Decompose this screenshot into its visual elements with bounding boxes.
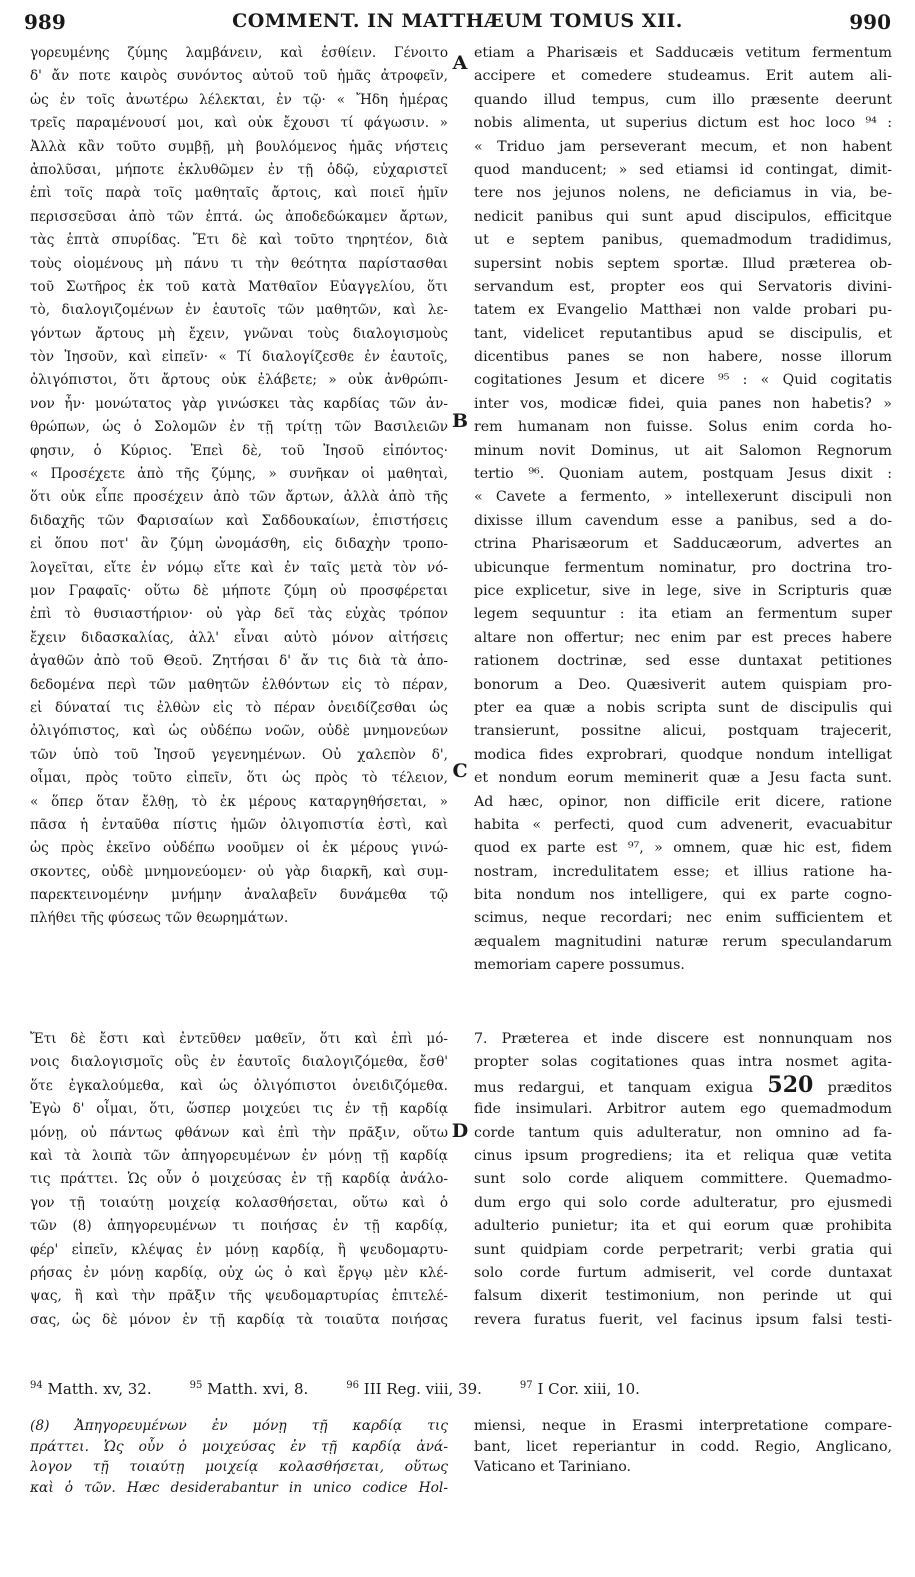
text-fragment: mus redargui, et tanquam exigua bbox=[474, 1079, 768, 1096]
text-line: « Προσέχετε ἀπὸ τῆς ζύμης, » συνῆκαν οἱ μαθηταὶ, bbox=[30, 466, 448, 483]
text-line: fide insimulari. Arbitror autem ego quemadmodum bbox=[474, 1101, 892, 1118]
text-line: nobis alimenta, ut superius dictum est hoc loco ⁹⁴ : bbox=[474, 115, 892, 132]
greek-column-top bbox=[30, 42, 448, 931]
editor-note-right bbox=[474, 1416, 892, 1478]
text-line: τις πράττει. Ὡς οὖν ὁ μοιχεύσας ἐν τῇ καρδίᾳ ἀνάλο- bbox=[30, 1171, 448, 1188]
text-line: sunt quidpiam corde perpetrarit; verbi gratia qui bbox=[474, 1241, 892, 1258]
text-line: διδαχῆς τῶν Φαρισαίων καὶ Σαδδουκαίων, ἐπιστήσεις bbox=[30, 512, 448, 529]
text-line: μον Γραφαῖς· οὕτω δὲ μήποτε ζύμη οὐ προσφέρεται bbox=[30, 582, 448, 599]
text-line: transierunt, possitne alicui, postquam trajecerit, bbox=[474, 723, 892, 740]
text-line: δ' ἄν ποτε καιρὸς συνόντος αὐτοῦ τοῦ ἡμᾶς ἀτροφεῖν, bbox=[30, 68, 448, 85]
text-line: pice explicetur, sive in lege, sive in Scripturis quæ bbox=[474, 582, 892, 599]
text-line: καὶ ὁ τῶν. Hæc desiderabantur in unico codice Hol- bbox=[30, 1479, 448, 1496]
text-line: ctrina Pharisæorum et Sadducæorum, advertes an bbox=[474, 536, 892, 553]
text-line: ὀλιγόπιστοι, ὅτι ἄρτους οὐκ ἐλάβετε; » οὐκ ἀνθρώπι- bbox=[30, 372, 448, 389]
text-line: tatem ex Evangelio Matthæi non valde probari pu- bbox=[474, 302, 892, 319]
text-line: φέρ' εἰπεῖν, κλέψας ἐν μόνῃ καρδίᾳ, ἢ ψευδομαρτυ- bbox=[30, 1241, 448, 1258]
text-line: τοῦ Σωτῆρος ἐκ τοῦ κατὰ Ματθαῖον Εὐαγγελίου, ὅτι bbox=[30, 278, 448, 295]
text-line: πράττει. Ὡς οὖν ὁ μοιχεύσας ἐν τῇ καρδίᾳ ἀνά- bbox=[30, 1438, 448, 1455]
text-line: rationem doctrinæ, sed esse duntaxat petitiones bbox=[474, 653, 892, 670]
text-line: τῶν (8) ἀπηγορευμένων τι ποιήσας ἐν τῇ καρδίᾳ, bbox=[30, 1218, 448, 1235]
text-line: ὅτε ἐγκαλούμεθα, καὶ ὡς ὀλιγόπιστοι ὀνειδιζόμεθα. bbox=[30, 1077, 448, 1094]
text-line: Ἀλλὰ κἂν τοῦτο συμβῇ, μὴ βουλόμενος ἡμᾶς νήστεις bbox=[30, 138, 448, 155]
text-line: Ἔτι δὲ ἔστι καὶ ἐντεῦθεν μαθεῖν, ὅτι καὶ ἐπὶ μό- bbox=[30, 1031, 448, 1047]
text-line: τρεῖς παραμένουσί μοι, καὶ οὐκ ἔχουσι τί φάγωσιν. » bbox=[30, 115, 448, 132]
text-line: ὀλιγόπιστος, καὶ ὡς οὐδέπω νοῶν, οὐδὲ μνημονεύων bbox=[30, 723, 448, 740]
text-line: Vaticano et Tariniano. bbox=[474, 1459, 632, 1475]
text-line: rem humanam non fuisse. Solus enim corda ho- bbox=[474, 419, 892, 436]
footnote bbox=[30, 1380, 152, 1398]
text-line: πᾶσα ἡ ἐνταῦθα πίστις ἡμῶν ὀλιγοπιστία ἐστὶ, καὶ bbox=[30, 816, 448, 833]
text-line: παρεκτεινομένην μνήμην ἀναλαβεῖν δυνάμεθα τῷ bbox=[30, 887, 448, 904]
text-line: περισσεῦσαι ἀπὸ τῶν ἑπτά. ὡς ἀποδεδώκαμεν ἄρτων, bbox=[30, 208, 448, 225]
text-line: εἰ ὅπου ποτ' ἂν ζύμη ὠνομάσθη, εἰς διδαχὴν τροπο- bbox=[30, 536, 448, 553]
text-line: tertio ⁹⁶. Quoniam autem, postquam Jesus dixit : bbox=[474, 466, 892, 483]
page-number-left: 989 bbox=[24, 10, 66, 34]
latin-column-top bbox=[474, 42, 892, 978]
footnote-number: 96 bbox=[346, 1380, 360, 1391]
text-line: legem sequuntur : ita etiam an fermentum super bbox=[474, 606, 892, 623]
text-line: etiam a Pharisæis et Sadducæis vetitum fermentum bbox=[474, 45, 892, 61]
text-line: accipere et comedere studeamus. Erit autem ali- bbox=[474, 68, 892, 85]
text-line: ἔχειν διδασκαλίας, ἀλλ' εἶναι αὐτὸ μόνον αἰτήσεις bbox=[30, 629, 448, 646]
text-line: et nondum eorum meminerit quæ a Jesu facta sunt. bbox=[474, 770, 892, 787]
text-line: σας, ὡς δὲ μόνον ἐν τῇ καρδίᾳ τὰ τοιαῦτα ποιήσας bbox=[30, 1311, 448, 1328]
footnote-text: Matth. xv, 32. bbox=[47, 1380, 152, 1398]
section-marker-b: B bbox=[451, 410, 469, 432]
page-number-right: 990 bbox=[849, 10, 891, 34]
text-line: tere nos jejunos nolens, ne deficiamus in via, be- bbox=[474, 185, 892, 202]
text-line: δεδομένα περὶ τῶν μαθητῶν ἐλθόντων εἰς τὸ πέραν, bbox=[30, 676, 448, 693]
text-line: corde tantum quis adulteratur, non omnino ad fa- bbox=[474, 1124, 892, 1141]
text-line: quod manducent; » sed etiamsi id contingat, dimit- bbox=[474, 161, 892, 178]
text-line: minum novit Dominus, ut ait Salomon Regnorum bbox=[474, 442, 892, 459]
text-line: inter vos, modicæ fidei, quia panes non habetis? » bbox=[474, 395, 892, 412]
text-line: ὡς πρὸς ἐκεῖνο οὐδέπω νοοῦμεν οἱ ἐκ μέρους γινώ- bbox=[30, 840, 448, 857]
text-line: γορευμένης ζύμης λαμβάνειν, καὶ ἐσθίειν. Γένοιτο bbox=[30, 45, 448, 61]
text-line: supersint nobis septem sportæ. Illud præterea ob- bbox=[474, 255, 892, 272]
text-line: bant, licet reperiantur in codd. Regio, Anglicano, bbox=[474, 1438, 892, 1455]
text-line: 7. Præterea et inde discere est nonnunquam nos bbox=[474, 1031, 892, 1047]
running-title: COMMENT. IN MATTHÆUM TOMUS XII. bbox=[232, 10, 683, 32]
text-line: dixisse illum cavendum esse a panibus, sed a do- bbox=[474, 512, 892, 529]
footnote-text: Matth. xvi, 8. bbox=[207, 1380, 309, 1398]
text-line: adulterio punietur; ita et qui eorum quæ prohibita bbox=[474, 1218, 892, 1235]
text-line: λογεῖται, εἴτε ἐν νόμῳ εἴτε καὶ ἐν ταῖς μετὰ τὸν νό- bbox=[30, 559, 448, 576]
text-line: ἐπὶ τοῖς παρὰ τοῖς μαθηταῖς ἄρτοις, καὶ ποιεῖ ἡμῖν bbox=[30, 185, 448, 202]
text-line: servandum est, propter eos qui Servatoris divini- bbox=[474, 278, 892, 295]
text-line: τὰς ἑπτὰ σπυρίδας. Ἔτι δὲ καὶ τοῦτο τηρητέον, διὰ bbox=[30, 232, 448, 249]
text-line: miensi, neque in Erasmi interpretatione compare- bbox=[474, 1418, 892, 1434]
text-line: τὸ, διαλογιζομένων ἐν ἑαυτοῖς τῶν μαθητῶν, καὶ λε- bbox=[30, 302, 448, 319]
text-line: nostram, incredulitatem esse; et illius ratione ha- bbox=[474, 863, 892, 880]
text-line: φησιν, ὁ Κύριος. Ἐπεὶ δὲ, τοῦ Ἰησοῦ εἰπόντος· bbox=[30, 442, 448, 459]
text-line: θρώπων, ὡς ὁ Σολομῶν ἐν τῇ τρίτῃ τῶν Βασιλειῶν bbox=[30, 419, 448, 436]
text-line: σκοντες, οὐδὲ μνημονεύομεν· οὐ γὰρ διαρκῆ, καὶ συμ- bbox=[30, 863, 448, 880]
text-line: solo corde furtum admiserit, vel corde duntaxat bbox=[474, 1264, 892, 1281]
text-line: tant, videlicet reputantibus apud se discipulis, et bbox=[474, 325, 892, 342]
text-fragment: præditos bbox=[813, 1079, 892, 1096]
text-line: altare non offertur; nec enim par est preces habere bbox=[474, 629, 892, 646]
text-line: quod ex parte est ⁹⁷, » omnem, quæ hic est, fidem bbox=[474, 840, 892, 857]
latin-column-bottom bbox=[474, 1028, 892, 1332]
footnote-number: 97 bbox=[519, 1380, 533, 1391]
footnote-text: I Cor. xiii, 10. bbox=[537, 1380, 640, 1398]
text-line: Ad hæc, opinor, non difficile erit dicere, ratione bbox=[474, 793, 892, 810]
text-line: revera furatus fuerit, vel facinus ipsum falsi testi- bbox=[474, 1311, 892, 1328]
text-line: quando illud tempus, cum illo præsente deerunt bbox=[474, 91, 892, 108]
text-line: nedicit panibus qui sunt apud discipulos, efficitque bbox=[474, 208, 892, 225]
text-line: propter solas cogitationes quas intra nosmet agita- bbox=[474, 1054, 892, 1071]
text-line: sunt solo corde aliquem committere. Quemadmo- bbox=[474, 1171, 892, 1188]
text-line: ἀπολῦσαι, μήποτε ἐκλυθῶμεν ἐν τῇ ὁδῷ, εὐχαριστεῖ bbox=[30, 161, 448, 178]
text-line: habita « perfecti, quod cum advenerit, evacuabitur bbox=[474, 816, 892, 833]
text-line bbox=[474, 1075, 892, 1098]
text-line: pter ea quæ a nobis scripta sunt de discipulis qui bbox=[474, 699, 892, 716]
text-line: νον ἦν· μονώτατος γὰρ γινώσκει τὰς καρδίας τῶν ἀν- bbox=[30, 395, 448, 412]
text-line: bita nondum nos intelligere, qui ex parte cogno- bbox=[474, 887, 892, 904]
text-line: cogitationes Jesum et dicere ⁹⁵ : « Quid cogitatis bbox=[474, 372, 892, 389]
text-line: ψας, ἢ καὶ τὴν πρᾶξιν τῆς ψευδομαρτυρίας ἐπιτελέ- bbox=[30, 1288, 448, 1305]
greek-column-bottom bbox=[30, 1028, 448, 1332]
text-line: ὡς ἐν τοῖς ἀνωτέρω λέλεκται, ἐν τῷ· « Ἤδη ἡμέρας bbox=[30, 91, 448, 108]
text-line: Ἐγὼ δ' οἶμαι, ὅτι, ὥσπερ μοιχεύει τις ἐν τῇ καρδίᾳ bbox=[30, 1101, 448, 1118]
text-line: « ὅπερ ὅταν ἔλθῃ, τὸ ἐκ μέρους καταργηθήσεται, » bbox=[30, 793, 448, 810]
footnotes bbox=[30, 1373, 885, 1399]
text-line: γον τῇ τοιαύτῃ μοιχείᾳ κολασθήσεται, οὕτω καὶ ὁ bbox=[30, 1194, 448, 1211]
editor-note-left bbox=[30, 1416, 448, 1498]
text-line: ἐπὶ τὸ θυσιαστήριον· οὐ γὰρ δεῖ τὰς εὐχὰς τρόπον bbox=[30, 606, 448, 623]
footnote bbox=[520, 1380, 640, 1398]
footnote-number: 95 bbox=[189, 1380, 203, 1391]
text-line: bonorum a Deo. Quæsiverit autem quispiam pro- bbox=[474, 676, 892, 693]
text-line: « Cavete a fermento, » intellexerunt discipuli non bbox=[474, 489, 892, 506]
text-line: γόντων ἄρτους μὴ ἔχειν, γνῶναι τοὺς διαλογισμοὺς bbox=[30, 325, 448, 342]
section-marker-a: A bbox=[452, 52, 468, 74]
footnote bbox=[346, 1380, 482, 1398]
section-marker-c: C bbox=[452, 760, 468, 782]
text-line: dum ergo qui solo corde adulteratur, pro ejusmedi bbox=[474, 1194, 892, 1211]
page-header bbox=[24, 10, 891, 40]
text-line: μόνῃ, οὐ πάντως φθάνων καὶ ἐπὶ τὴν πρᾶξιν, οὕτω bbox=[30, 1124, 448, 1141]
text-line: dicentibus panes se non habere, nosse illorum bbox=[474, 349, 892, 366]
text-line: οἶμαι, πρὸς τοῦτο εἰπεῖν, ὅτι ὡς πρὸς τὸ τέλειον, bbox=[30, 770, 448, 787]
text-line: (8) Ἀπηγορευμένων ἐν μόνῃ τῇ καρδίᾳ τις bbox=[30, 1418, 448, 1434]
text-line: καὶ τὰ λοιπὰ τῶν ἀπηγορευμένων ἐν μόνῃ τῇ καρδίᾳ bbox=[30, 1147, 448, 1164]
column-number: 520 bbox=[767, 1074, 814, 1098]
text-line: æqualem magnitudini naturæ rerum speculandarum bbox=[474, 933, 892, 950]
text-line: modica fides exprobrari, quodque nondum intelligat bbox=[474, 746, 892, 763]
text-line: memoriam capere possumus. bbox=[474, 957, 685, 974]
latin-bottom-lines bbox=[474, 1098, 892, 1332]
text-line: εἰ δύναταί τις ἐλθὼν εἰς τὸ πέραν ὀνειδίζεσθαι ὡς bbox=[30, 699, 448, 716]
footnote-number: 94 bbox=[30, 1380, 43, 1391]
text-line: ut e septem panibus, quemadmodum tradidimus, bbox=[474, 232, 892, 249]
text-line: τῶν ὑπὸ τοῦ Ἰησοῦ γεγενημένων. Οὐ χαλεπὸν δ', bbox=[30, 746, 448, 763]
text-line: ἀγαθῶν ἀπὸ τοῦ Θεοῦ. Ζητήσαι δ' ἄν τις διὰ τὰ ἀπο- bbox=[30, 653, 448, 670]
text-line: νοις διαλογισμοῖς οὓς ἐν ἑαυτοῖς διαλογιζόμεθα, ἔσθ' bbox=[30, 1054, 448, 1071]
text-line: falsum dixerit testimonium, non perinde ut qui bbox=[474, 1288, 892, 1305]
text-line: τοὺς οἰομένους μὴ πάνυ τι τὴν θεότητα παρίστασθαι bbox=[30, 255, 448, 272]
footnote-text: III Reg. viii, 39. bbox=[363, 1380, 482, 1398]
text-line: ubicunque fermentum nominatur, pro doctrina tro- bbox=[474, 559, 892, 576]
text-line: λογον τῇ τοιαύτῃ μοιχείᾳ κολασθήσεται, οὕτως bbox=[30, 1459, 448, 1475]
text-line: τὸν Ἰησοῦν, καὶ εἰπεῖν· « Τί διαλογίζεσθε ἐν ἑαυτοῖς, bbox=[30, 349, 448, 366]
text-line: πλήθει τῆς φύσεως τῶν θεωρημάτων. bbox=[30, 910, 289, 927]
text-line: ὅτι οὐκ εἶπε προσέχειν ἀπὸ τῶν ἄρτων, ἀλλὰ ἀπὸ τῆς bbox=[30, 489, 448, 506]
text-line: cinus ipsum progrediens; ita et reliqua quæ vetita bbox=[474, 1147, 892, 1164]
section-marker-d: D bbox=[451, 1120, 469, 1142]
text-line: scimus, neque recordari; nec enim sufficientem et bbox=[474, 910, 892, 927]
footnote bbox=[190, 1380, 309, 1398]
text-line: ρήσας ἐν μόνῃ καρδίᾳ, οὐχ ὡς ὁ καὶ ἔργῳ μὲν κλέ- bbox=[30, 1264, 448, 1281]
text-line: « Triduo jam perseverant mecum, et non habent bbox=[474, 138, 892, 155]
